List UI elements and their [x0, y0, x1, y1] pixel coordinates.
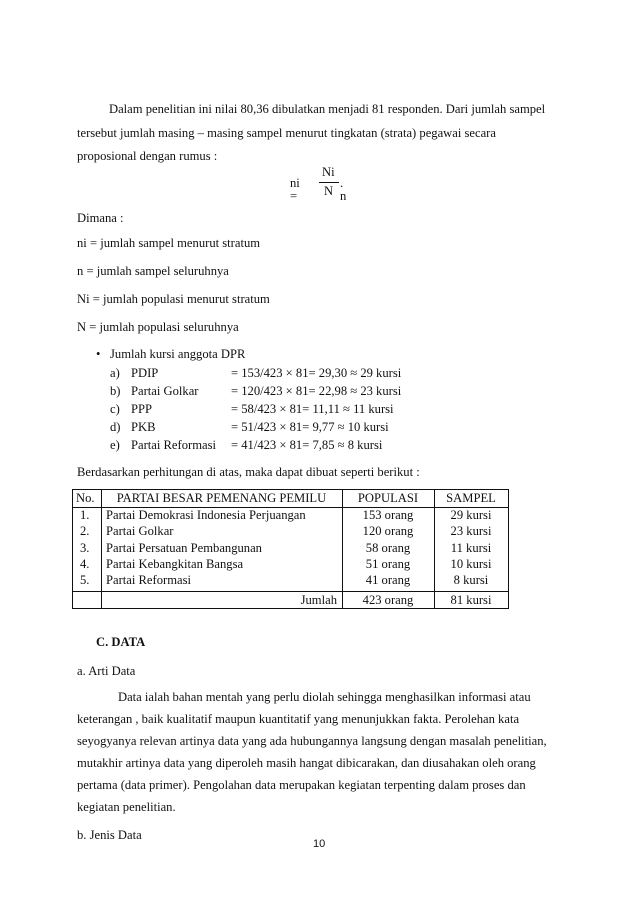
item-party: PKB	[131, 420, 156, 434]
item-letter: a)	[110, 366, 120, 380]
table-cell-no: 5.	[80, 573, 90, 587]
formula-rhs: . n	[340, 176, 347, 203]
table-cell-no: 4.	[80, 557, 90, 571]
seats-list	[110, 367, 430, 457]
table-total-sample: 81 kursi	[450, 593, 492, 607]
formula-numerator: Ni	[322, 165, 335, 179]
table-cell-sample: 23 kursi	[450, 524, 492, 538]
item-party: Partai Golkar	[131, 384, 199, 398]
table-cell-population: 51 orang	[365, 557, 411, 571]
intro-line-1: Dalam penelitian ini nilai 80,36 dibulatkan menjadi 81 responden. Dari jumlah sampel	[109, 102, 546, 116]
bullet-icon: •	[96, 347, 101, 361]
definition-Ni: Ni = jumlah populasi menurut stratum	[77, 292, 270, 306]
definition-n: n = jumlah sampel seluruhnya	[77, 264, 229, 278]
fraction-bar	[319, 182, 339, 183]
table-cell-no: 3.	[80, 541, 90, 555]
paragraph-line: seyogyanya relevan artinya data yang ada hubungannya langsung dengan masalah penelitian,	[77, 734, 547, 748]
item-party: PDIP	[131, 366, 159, 380]
table-cell-party: Partai Persatuan Pembangunan	[106, 541, 262, 555]
formula-denominator: N	[324, 184, 334, 198]
table-cell-party: Partai Kebangkitan Bangsa	[106, 557, 244, 571]
table-cell-party: Partai Reformasi	[106, 573, 191, 587]
table-header-party: PARTAI BESAR PEMENANG PEMILU	[116, 491, 327, 505]
party-table	[72, 489, 509, 609]
paragraph-line: keterangan , baik kualitatif maupun kuantitatif yang menunjukkan fakta. Perolehan kata	[77, 712, 520, 726]
table-rule	[72, 489, 73, 609]
section-heading: C. DATA	[96, 635, 146, 649]
table-rule	[72, 591, 509, 592]
table-cell-party: Partai Golkar	[106, 524, 174, 538]
intro-line-3: proposional dengan rumus :	[77, 149, 218, 163]
item-party: PPP	[131, 402, 153, 416]
seats-title: Jumlah kursi anggota DPR	[110, 347, 246, 361]
table-cell-population: 58 orang	[365, 541, 411, 555]
table-cell-sample: 29 kursi	[450, 508, 492, 522]
table-cell-no: 2.	[80, 524, 90, 538]
table-header-population: POPULASI	[357, 491, 419, 505]
table-rule	[72, 489, 509, 490]
item-calc: = 153/423 × 81= 29,30 ≈ 29 kursi	[231, 366, 402, 380]
table-header-sample: SAMPEL	[446, 491, 496, 505]
item-letter: b)	[110, 384, 121, 398]
paragraph-line: Data ialah bahan mentah yang perlu diolah sehingga menghasilkan informasi atau	[118, 690, 531, 704]
paragraph-line: kegiatan penelitian.	[77, 800, 176, 814]
table-cell-no: 1.	[80, 508, 90, 522]
table-cell-sample: 10 kursi	[450, 557, 492, 571]
table-rule	[508, 489, 509, 609]
table-cell-population: 153 orang	[362, 508, 414, 522]
intro-line-2: tersebut jumlah masing – masing sampel menurut tingkatan (strata) pegawai secara	[77, 126, 496, 140]
table-total-label: Jumlah	[300, 593, 337, 607]
table-cell-party: Partai Demokrasi Indonesia Perjuangan	[106, 508, 306, 522]
table-rule	[72, 608, 509, 609]
item-letter: c)	[110, 402, 120, 416]
subheading-a: a. Arti Data	[77, 664, 136, 678]
table-cell-population: 41 orang	[365, 573, 411, 587]
table-rule	[101, 489, 102, 609]
item-calc: = 120/423 × 81= 22,98 ≈ 23 kursi	[231, 384, 402, 398]
item-letter: d)	[110, 420, 121, 434]
table-header-no: No.	[76, 491, 95, 505]
definitions-title: Dimana :	[77, 211, 124, 225]
table-cell-population: 120 orang	[362, 524, 414, 538]
item-calc: = 41/423 × 81= 7,85 ≈ 8 kursi	[231, 438, 383, 452]
table-total-population: 423 orang	[362, 593, 414, 607]
page-number: 10	[313, 838, 326, 850]
item-calc: = 58/423 × 81= 11,11 ≈ 11 kursi	[231, 402, 394, 416]
table-intro: Berdasarkan perhitungan di atas, maka dapat dibuat seperti berikut :	[77, 465, 420, 479]
item-calc: = 51/423 × 81= 9,77 ≈ 10 kursi	[231, 420, 389, 434]
paragraph-line: pertama (data primer). Pengolahan data merupakan kegiatan terpenting dalam proses dan	[77, 778, 526, 792]
definition-ni: ni = jumlah sampel menurut stratum	[77, 236, 261, 250]
table-cell-sample: 11 kursi	[450, 541, 492, 555]
item-letter: e)	[110, 438, 120, 452]
definition-N: N = jumlah populasi seluruhnya	[77, 320, 239, 334]
item-party: Partai Reformasi	[131, 438, 216, 452]
table-cell-sample: 8 kursi	[453, 573, 489, 587]
subheading-b: b. Jenis Data	[77, 828, 142, 842]
formula-lhs: ni =	[290, 176, 300, 203]
paragraph-line: mutakhir artinya data yang diperoleh masih hangat dibicarakan, dan diusahakan oleh orang	[77, 756, 536, 770]
